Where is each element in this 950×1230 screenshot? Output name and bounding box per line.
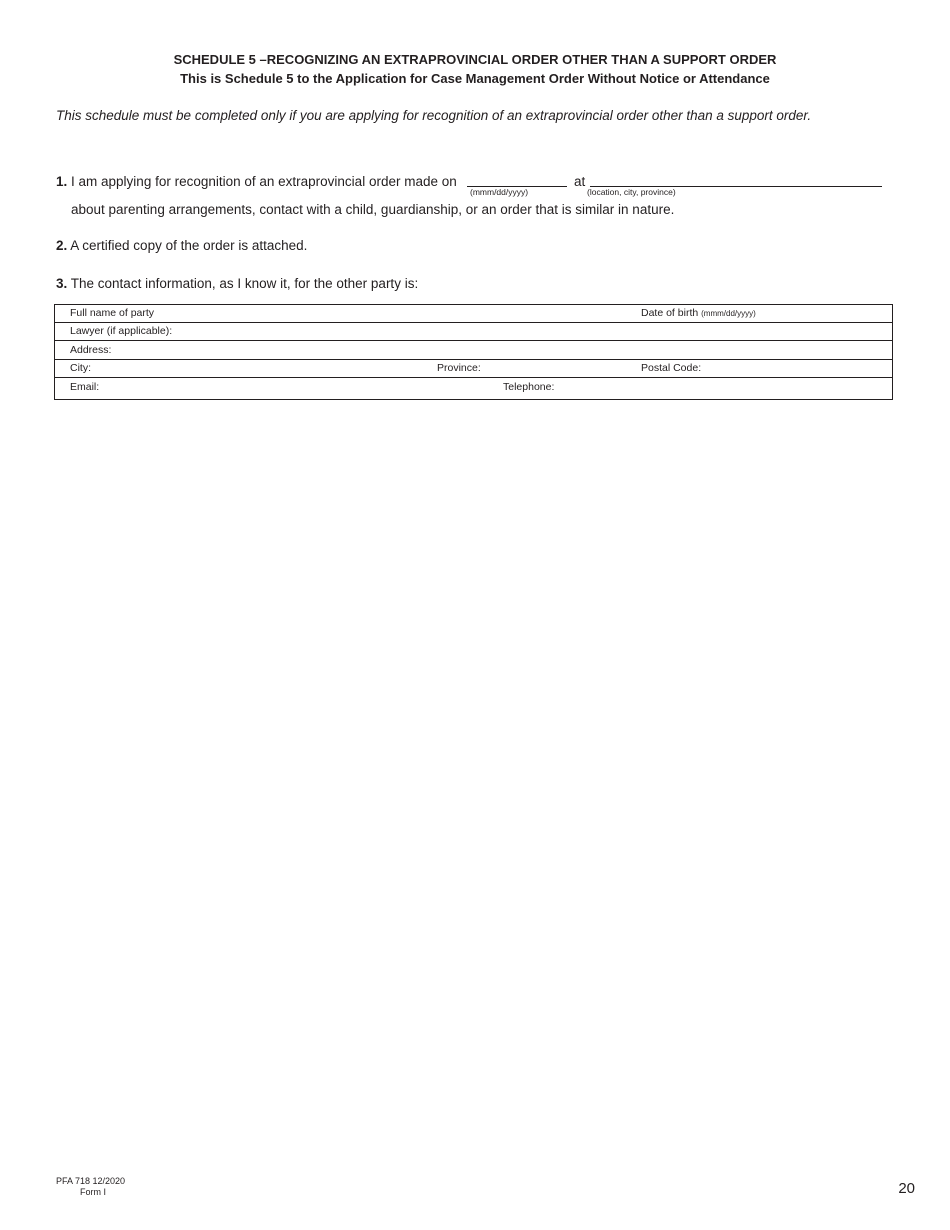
item-3 (56, 276, 418, 291)
postal-code-label: Postal Code: (641, 362, 702, 374)
form-name: Form I (80, 1187, 106, 1197)
item-1 (56, 174, 457, 189)
dob-hint: (mmm/dd/yyyy) (701, 309, 756, 318)
city-label: City: (70, 362, 91, 374)
email-label: Email: (70, 381, 100, 393)
schedule-title: SCHEDULE 5 –RECOGNIZING AN EXTRAPROVINCIAL ORDER OTHER THAN A SUPPORT ORDER (173, 52, 777, 67)
contact-info-table (54, 304, 893, 400)
row-full-name[interactable] (55, 305, 892, 323)
order-location-hint: (location, city, province) (587, 187, 676, 197)
schedule-subtitle: This is Schedule 5 to the Application for Case Management Order Without Notice or Attendance (180, 71, 770, 86)
item-1-continuation: about parenting arrangements, contact with a child, guardianship, or an order that is similar in nature. (71, 202, 675, 217)
item-1-text: I am applying for recognition of an extraprovincial order made on (71, 174, 457, 189)
row-address[interactable] (55, 341, 892, 360)
telephone-label: Telephone: (503, 381, 555, 393)
full-name-label: Full name of party (70, 307, 155, 319)
form-code: PFA 718 12/2020 (56, 1176, 126, 1186)
page-number: 20 (898, 1180, 915, 1197)
address-label: Address: (70, 344, 112, 356)
row-email[interactable] (55, 378, 892, 399)
item-3-text: The contact information, as I know it, for the other party is: (70, 276, 419, 291)
dob-label-group (641, 307, 756, 319)
item-1-at: at (574, 174, 586, 189)
province-label: Province: (437, 362, 481, 374)
item-2-text: A certified copy of the order is attached. (70, 238, 308, 253)
item-2 (56, 238, 307, 253)
item-2-number: 2. (56, 238, 68, 253)
row-city[interactable] (55, 360, 892, 378)
instruction-text: This schedule must be completed only if you are applying for recognition of an extraprovincial order other than a support order. (56, 108, 812, 123)
order-date-hint: (mmm/dd/yyyy) (470, 187, 529, 197)
lawyer-label: Lawyer (if applicable): (70, 325, 173, 337)
item-1-number: 1. (56, 174, 68, 189)
row-lawyer[interactable] (55, 323, 892, 341)
dob-label: Date of birth (641, 307, 699, 319)
item-3-number: 3. (56, 276, 68, 291)
